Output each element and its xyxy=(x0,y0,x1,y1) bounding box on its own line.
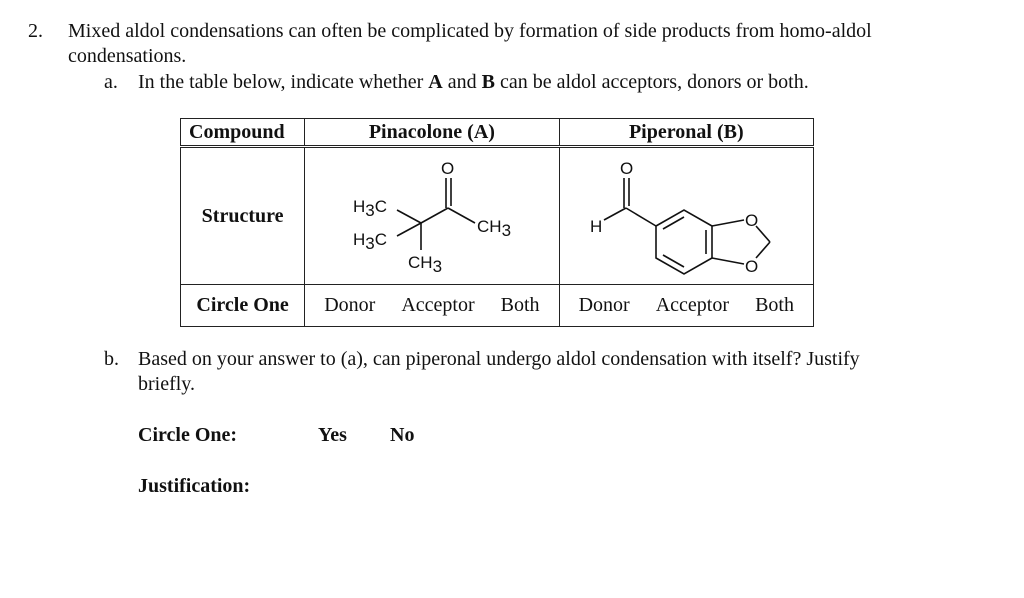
piperonal-hydrogen: H xyxy=(589,217,602,236)
pinacolone-structure xyxy=(305,148,559,278)
part-a-letter: a. xyxy=(104,71,118,93)
structure-label: Structure xyxy=(181,147,305,285)
pinacolone-h3c-bottom xyxy=(353,230,387,253)
svg-text:H3C: H3C xyxy=(353,230,388,253)
options-a-cell xyxy=(305,285,559,327)
question-text-line1: Mixed aldol condensations can often be complicated by formation of side products from homo-aldol xyxy=(68,20,872,42)
structure-row xyxy=(181,147,814,285)
part-b-circle-label: Circle One: xyxy=(138,424,238,446)
question-text-line2: condensations. xyxy=(68,45,187,67)
header-pinacolone: Pinacolone (A) xyxy=(305,119,559,147)
option-b-acceptor[interactable]: Acceptor xyxy=(655,294,730,316)
option-a-both[interactable]: Both xyxy=(500,294,540,316)
piperonal-oxygen: O xyxy=(619,159,633,178)
answer-no[interactable]: No xyxy=(390,424,415,446)
svg-text:CH3: CH3 xyxy=(477,217,512,240)
circle-one-label: Circle One xyxy=(181,285,305,327)
part-a-text: In the table below, indicate whether A and B can be aldol acceptors, donors or both. xyxy=(138,71,809,93)
piperonal-structure xyxy=(560,148,814,278)
svg-text:H3C: H3C xyxy=(353,197,388,220)
justification-label: Justification: xyxy=(138,475,251,497)
pinacolone-structure-cell xyxy=(305,147,559,285)
circle-one-row xyxy=(181,285,814,327)
header-compound: Compound xyxy=(181,119,305,147)
piperonal-ring-oxygen-top: O xyxy=(744,211,758,230)
options-b-cell xyxy=(559,285,813,327)
table-header-row xyxy=(181,119,814,147)
question-number: 2. xyxy=(28,20,43,42)
header-piperonal: Piperonal (B) xyxy=(559,119,813,147)
part-b-text-line1: Based on your answer to (a), can piperonal undergo aldol condensation with itself? Justify xyxy=(138,348,860,370)
part-b-text-line2: briefly. xyxy=(138,373,196,395)
option-a-acceptor[interactable]: Acceptor xyxy=(401,294,475,316)
option-b-both[interactable]: Both xyxy=(755,294,794,316)
pinacolone-ch3-bottom xyxy=(408,253,442,276)
piperonal-ring-oxygen-bottom: O xyxy=(744,257,758,276)
pinacolone-h3c-top xyxy=(353,197,387,220)
compound-table xyxy=(180,118,814,327)
piperonal-structure-cell xyxy=(559,147,813,285)
option-a-donor[interactable]: Donor xyxy=(324,294,376,316)
part-b-letter: b. xyxy=(104,348,119,370)
option-b-donor[interactable]: Donor xyxy=(578,294,630,316)
pinacolone-ch3-right xyxy=(477,217,511,240)
svg-text:CH3: CH3 xyxy=(408,253,443,276)
answer-yes[interactable]: Yes xyxy=(318,424,347,446)
pinacolone-oxygen: O xyxy=(441,159,455,178)
